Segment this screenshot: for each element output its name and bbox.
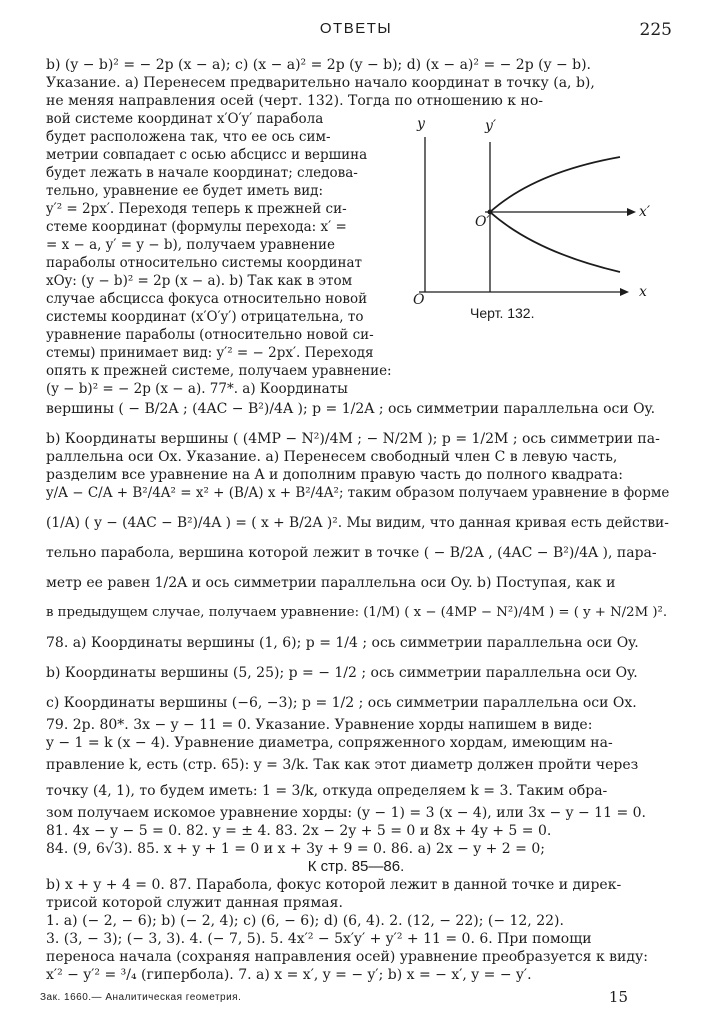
text-line: метрии совпадает с осью абсцисс и вершина — [46, 147, 368, 163]
text-line: 84. (9, 6√3). 85. x + y + 1 = 0 и x + 3y + 9 = 0. 86. a) 2x − y + 2 = 0; — [46, 841, 545, 857]
text-line: y/A − C/A + B²/4A² = x² + (B/A) x + B²/4A²; таким образом получаем уравнение в форме — [46, 485, 670, 501]
section-heading: К стр. 85—86. — [307, 858, 405, 875]
text-line: будет лежать в начале координат; следова- — [46, 165, 358, 181]
text-line: будет расположена так, что ее ось сим- — [46, 129, 331, 145]
text-line: вершины ( − B/2A ; (4AC − B²)/4A ); p = 1/2A ; ось симметрии параллельна оси Oy. — [46, 401, 656, 417]
x-prime-axis-arrow — [627, 208, 636, 216]
running-title: ОТВЕТЫ — [319, 20, 393, 37]
text-line: (y − b)² = − 2p (x − a). 77*. a) Координаты — [46, 381, 348, 397]
x-axis-arrow — [620, 288, 629, 296]
parabola-curve — [490, 157, 620, 272]
text-line: xOy: (y − b)² = 2p (x − a). b) Так как в этом — [46, 273, 353, 289]
text-line: зом получаем искомое уравнение хорды: (y − 1) = 3 (x − 4), или 3x − y − 11 = 0. — [46, 805, 646, 821]
text-line: 79. 2p. 80*. 3x − y − 11 = 0. Указание. Уравнение хорды напишем в виде: — [46, 717, 593, 733]
text-line: b) x + y + 4 = 0. 87. Парабола, фокус которой лежит в данной точке и дирек- — [46, 877, 622, 893]
text-line: c) Координаты вершины (−6, −3); p = 1/2 ; ось симметрии параллельна оси Ox. — [46, 695, 637, 711]
text-line: опять к прежней системе, получаем уравнение: — [46, 363, 392, 379]
figure-caption: Черт. 132. — [470, 305, 535, 321]
signature-number: 15 — [608, 988, 628, 1006]
y-prime-axis-label: y′ — [485, 118, 497, 134]
text-line: Указание. a) Перенесем предварительно начало координат в точку (a, b), — [46, 75, 595, 91]
text-line: раллельна оси Ox. Указание. a) Перенесем свободный член C в левую часть, — [46, 449, 618, 465]
text-line: метр ее равен 1/2A и ось симметрии параллельна оси Oy. b) Поступая, как и — [46, 575, 616, 591]
text-line: тельно, уравнение ее будет иметь вид: — [46, 183, 324, 199]
footer-imprint: Зак. 1660.— Аналитическая геометрия. — [40, 992, 242, 1003]
y-axis-label: y — [417, 116, 425, 132]
origin-label: O — [413, 292, 425, 308]
text-line: параболы относительно системы координат — [46, 255, 362, 271]
text-line: b) Координаты вершины ( (4MP − N²)/4M ; − N/2M ); p = 1/2M ; ось симметрии па- — [46, 431, 660, 447]
text-line: стеме координат (формулы перехода: x′ = — [46, 219, 347, 235]
text-line: 1. a) (− 2, − 6); b) (− 2, 4); c) (6, − 6); d) (6, 4). 2. (12, − 22); (− 12, 22). — [46, 913, 564, 929]
origin-prime-label: O′ — [475, 214, 490, 230]
x-prime-axis-label: x′ — [639, 204, 651, 220]
text-line: случае абсцисса фокуса относительно новой — [46, 291, 368, 307]
text-line: 78. a) Координаты вершины (1, 6); p = 1/4 ; ось симметрии параллельна оси Oy. — [46, 635, 639, 651]
text-line: не меняя направления осей (черт. 132). Тогда по отношению к но- — [46, 93, 543, 109]
text-line: правление k, есть (стр. 65): y = 3/k. Так как этот диаметр должен пройти через — [46, 757, 639, 773]
text-line: (1/A) ( y − (4AC − B²)/4A ) = ( x + B/2A )². Мы видим, что данная кривая есть действи- — [46, 515, 669, 531]
text-line: тельно парабола, вершина которой лежит в точке ( − B/2A , (4AC − B²)/4A ), пара- — [46, 545, 657, 561]
text-line: трисой которой служит данная прямая. — [46, 895, 343, 911]
text-line: = x − a, y′ = y − b), получаем уравнение — [46, 237, 335, 253]
text-line: 81. 4x − y − 5 = 0. 82. y = ± 4. 83. 2x − 2y + 5 = 0 и 8x + 4y + 5 = 0. — [46, 823, 552, 839]
text-line: уравнение параболы (относительно новой си- — [46, 327, 374, 343]
text-line: b) Координаты вершины (5, 25); p = − 1/2 ; ось симметрии параллельна оси Oy. — [46, 665, 638, 681]
text-line: вой системе координат x′O′y′ парабола — [46, 111, 324, 127]
text-line: стемы) принимает вид: y′² = − 2px′. Переходя — [46, 345, 374, 361]
text-line: x′² − y′² = ³/₄ (гипербола). 7. a) x = x′, y = − y′; b) x = − x′, y = − y′. — [46, 967, 532, 983]
text-line: y′² = 2px′. Переходя теперь к прежней си- — [46, 201, 347, 217]
text-line: системы координат (x′O′y′) отрицательна, то — [46, 309, 364, 325]
text-line: переноса начала (сохраняя направления осей) уравнение преобразуется к виду: — [46, 949, 648, 965]
text-line: b) (y − b)² = − 2p (x − a); c) (x − a)² = 2p (y − b); d) (x − a)² = − 2p (y − b). — [46, 57, 592, 73]
text-line: разделим все уравнение на A и дополним правую часть до полного квадрата: — [46, 467, 623, 483]
text-line: точку (4, 1), то будем иметь: 1 = 3/k, откуда определяем k = 3. Таким обра- — [46, 783, 608, 799]
page-header — [0, 20, 712, 44]
parabola-figure — [405, 112, 705, 322]
x-axis-label: x — [639, 284, 647, 300]
page-number: 225 — [639, 20, 672, 40]
text-line: в предыдущем случае, получаем уравнение: (1/M) ( x − (4MP − N²)/4M ) = ( y + N/2M )². — [46, 605, 668, 620]
text-line: 3. (3, − 3); (− 3, 3). 4. (− 7, 5). 5. 4x′² − 5x′y′ + y′² + 11 = 0. 6. При помощи — [46, 931, 592, 947]
text-line: y − 1 = k (x − 4). Уравнение диаметра, сопряженного хордам, имеющим на- — [46, 735, 613, 751]
